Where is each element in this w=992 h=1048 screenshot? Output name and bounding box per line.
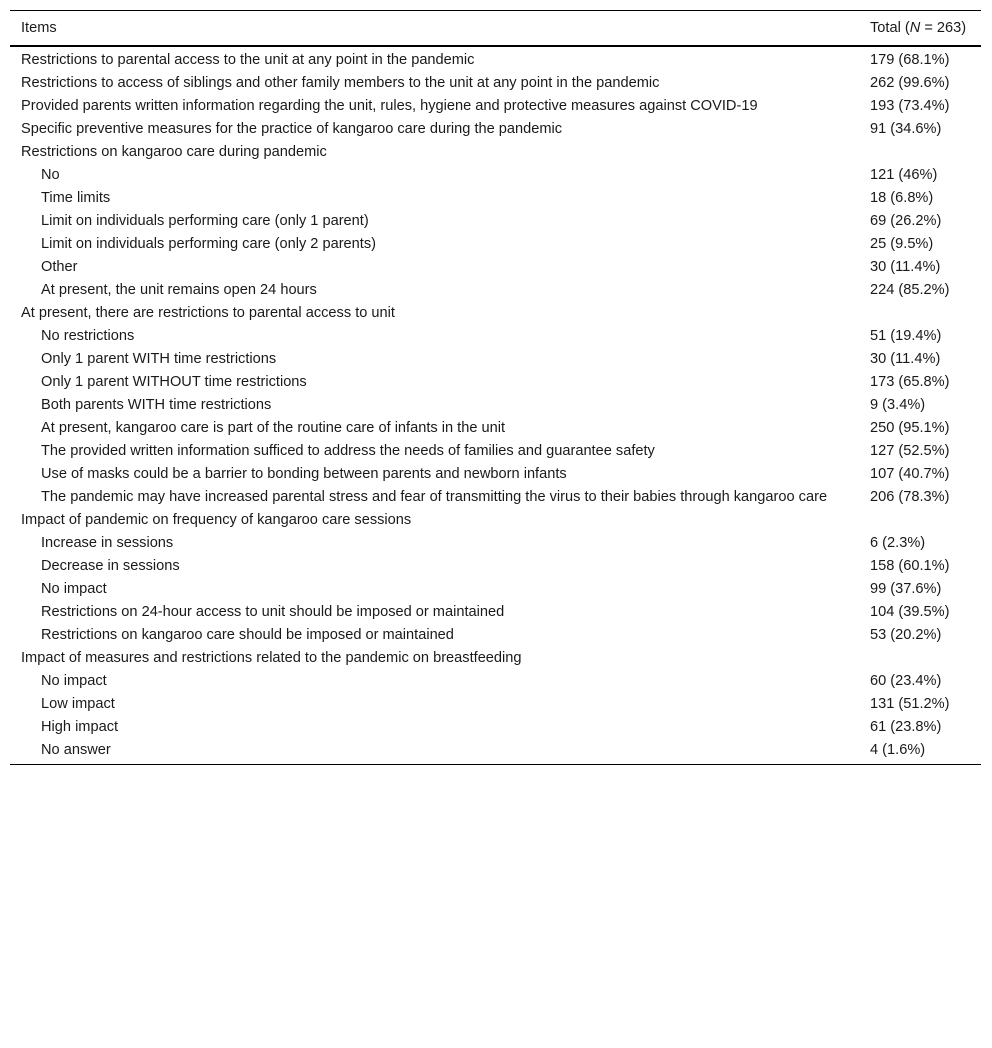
section-row (10, 647, 981, 670)
row-label: Both parents WITH time restrictions (41, 397, 272, 413)
row-value (859, 509, 981, 532)
table-row (10, 233, 981, 256)
row-value: 60 (23.4%) (870, 673, 942, 689)
row-value: 173 (65.8%) (870, 374, 950, 390)
row-label: No (41, 167, 60, 183)
row-label: The provided written information sufficed to address the needs of families and guarantee safety (41, 443, 655, 459)
row-value: 127 (52.5%) (870, 443, 950, 459)
row-value: 179 (68.1%) (870, 52, 950, 68)
row-value: 25 (9.5%) (870, 236, 934, 252)
row-label: No impact (41, 673, 107, 689)
table-row (10, 486, 981, 509)
table-header (10, 11, 981, 47)
row-value: 99 (37.6%) (870, 581, 942, 597)
row-label: Other (41, 259, 78, 275)
table-row (10, 601, 981, 624)
row-value: 30 (11.4%) (870, 259, 941, 275)
table-row (10, 118, 981, 141)
row-value: 18 (6.8%) (870, 190, 934, 206)
row-label: Use of masks could be a barrier to bonding between parents and newborn infants (41, 466, 567, 482)
section-label: Restrictions on kangaroo care during pandemic (21, 144, 327, 160)
row-label: High impact (41, 719, 119, 735)
table-container (10, 10, 981, 765)
table-row (10, 417, 981, 440)
row-value: 206 (78.3%) (870, 489, 950, 505)
row-label: Restrictions to parental access to the unit at any point in the pandemic (21, 52, 475, 68)
row-label: Increase in sessions (41, 535, 174, 551)
table-row (10, 348, 981, 371)
row-label: Limit on individuals performing care (only 2 parents) (41, 236, 377, 252)
row-label: No answer (41, 742, 111, 758)
section-row (10, 302, 981, 325)
row-label: Restrictions to access of siblings and other family members to the unit at any point in the pandemic (21, 75, 660, 91)
table-row (10, 693, 981, 716)
row-value: 4 (1.6%) (870, 742, 926, 758)
row-value: 51 (19.4%) (870, 328, 942, 344)
row-value: 262 (99.6%) (870, 75, 950, 91)
row-label: Low impact (41, 696, 115, 712)
header-row (10, 11, 981, 47)
row-value: 91 (34.6%) (870, 121, 942, 137)
row-label: The pandemic may have increased parental stress and fear of transmitting the virus to their babies through kangaroo care (41, 489, 828, 505)
row-value (859, 302, 981, 325)
section-label: At present, there are restrictions to parental access to unit (21, 305, 395, 321)
row-label: Time limits (41, 190, 111, 206)
table-row (10, 72, 981, 95)
table-row (10, 325, 981, 348)
row-value (859, 647, 981, 670)
row-label: Restrictions on kangaroo care should be imposed or maintained (41, 627, 454, 643)
items-column-header: Items (21, 20, 57, 36)
row-value: 61 (23.8%) (870, 719, 942, 735)
table-row (10, 187, 981, 210)
table-row (10, 440, 981, 463)
row-value: 250 (95.1%) (870, 420, 950, 436)
section-label: Impact of measures and restrictions related to the pandemic on breastfeeding (21, 650, 522, 666)
row-value: 9 (3.4%) (870, 397, 926, 413)
row-label: Restrictions on 24-hour access to unit should be imposed or maintained (41, 604, 505, 620)
row-value: 6 (2.3%) (870, 535, 926, 551)
row-label: No impact (41, 581, 107, 597)
row-label: Only 1 parent WITHOUT time restrictions (41, 374, 307, 390)
survey-results-table (10, 10, 981, 765)
row-label: At present, kangaroo care is part of the routine care of infants in the unit (41, 420, 506, 436)
row-label: At present, the unit remains open 24 hours (41, 282, 317, 298)
table-row (10, 279, 981, 302)
row-value: 104 (39.5%) (870, 604, 950, 620)
table-row (10, 95, 981, 118)
row-value: 224 (85.2%) (870, 282, 950, 298)
table-row (10, 394, 981, 417)
table-row (10, 716, 981, 739)
row-value: 30 (11.4%) (870, 351, 941, 367)
table-row (10, 46, 981, 72)
table-row (10, 371, 981, 394)
total-column-header (859, 11, 981, 47)
table-body (10, 46, 981, 765)
row-value: 53 (20.2%) (870, 627, 942, 643)
row-label: No restrictions (41, 328, 135, 344)
row-label: Only 1 parent WITH time restrictions (41, 351, 277, 367)
table-row (10, 164, 981, 187)
row-label: Specific preventive measures for the practice of kangaroo care during the pandemic (21, 121, 563, 137)
table-row (10, 670, 981, 693)
row-value: 193 (73.4%) (870, 98, 950, 114)
table-row (10, 210, 981, 233)
total-suffix: = 263) (920, 20, 967, 36)
table-row (10, 739, 981, 765)
section-row (10, 509, 981, 532)
row-value: 107 (40.7%) (870, 466, 950, 482)
table-row (10, 578, 981, 601)
row-value (859, 141, 981, 164)
section-row (10, 141, 981, 164)
row-value: 69 (26.2%) (870, 213, 942, 229)
table-row (10, 256, 981, 279)
section-label: Impact of pandemic on frequency of kangaroo care sessions (21, 512, 412, 528)
total-prefix: Total ( (870, 20, 910, 36)
row-label: Limit on individuals performing care (only 1 parent) (41, 213, 369, 229)
row-label: Provided parents written information regarding the unit, rules, hygiene and protective measures against COVID-19 (21, 98, 758, 114)
table-row (10, 463, 981, 486)
row-value: 158 (60.1%) (870, 558, 950, 574)
total-n-symbol: N (909, 20, 921, 36)
row-value: 121 (46%) (870, 167, 938, 183)
table-row (10, 555, 981, 578)
row-value: 131 (51.2%) (870, 696, 950, 712)
table-row (10, 624, 981, 647)
row-label: Decrease in sessions (41, 558, 180, 574)
table-row (10, 532, 981, 555)
